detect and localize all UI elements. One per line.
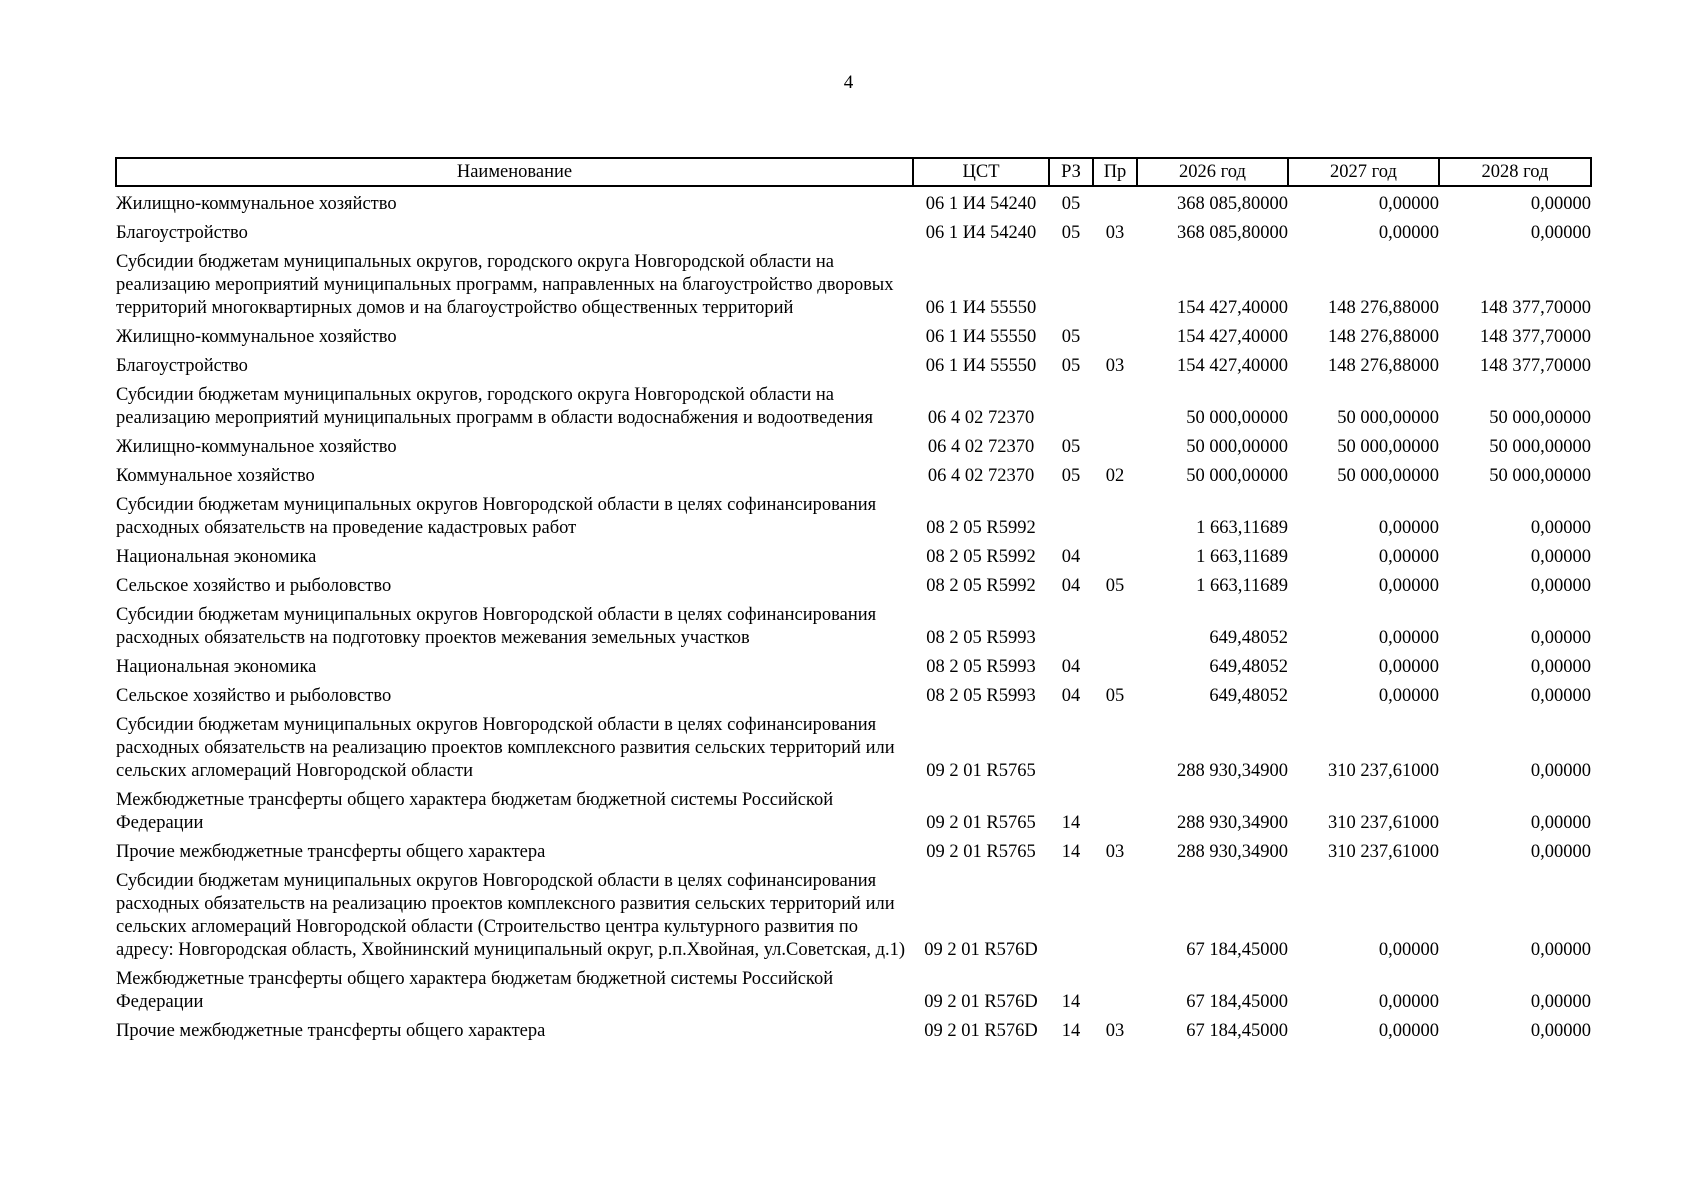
cell-pr <box>1093 708 1137 783</box>
cell-2027: 0,00000 <box>1378 1021 1439 1041</box>
cell-cst: 09 2 01 R576D <box>924 1021 1038 1041</box>
cell-name: Прочие межбюджетные трансферты общего характера <box>116 1021 546 1041</box>
cell-name: Коммунальное хозяйство <box>116 466 315 486</box>
cell-2027: 148 276,88000 <box>1328 327 1439 347</box>
cell-2028: 148 377,70000 <box>1480 298 1591 318</box>
table-row <box>116 320 1591 349</box>
cell-cst: 08 2 05 R5993 <box>926 657 1036 677</box>
cell-2026: 1 663,11689 <box>1196 518 1288 538</box>
cell-2026: 288 930,34900 <box>1177 842 1288 862</box>
cell-2028: 0,00000 <box>1530 194 1591 214</box>
cell-name: Жилищно-коммунальное хозяйство <box>116 194 397 214</box>
cell-2026: 154 427,40000 <box>1177 356 1288 376</box>
cell-cst: 06 4 02 72370 <box>927 466 1035 486</box>
cell-2026: 288 930,34900 <box>1177 813 1288 833</box>
cell-2028: 148 377,70000 <box>1480 356 1591 376</box>
cell-2026: 1 663,11689 <box>1196 547 1288 567</box>
table-row <box>116 679 1591 708</box>
cell-2027: 0,00000 <box>1378 992 1439 1012</box>
cell-2028: 0,00000 <box>1530 223 1591 243</box>
cell-cst: 08 2 05 R5992 <box>926 518 1036 538</box>
cell-2026: 67 184,45000 <box>1186 1021 1288 1041</box>
cell-2027: 0,00000 <box>1378 686 1439 706</box>
table-row <box>116 216 1591 245</box>
cell-rz: 05 <box>1061 194 1081 214</box>
cell-2026: 50 000,00000 <box>1186 437 1288 457</box>
cell-2027: 50 000,00000 <box>1337 437 1439 457</box>
cell-pr <box>1093 320 1137 349</box>
cell-pr <box>1093 186 1137 216</box>
cell-2028: 50 000,00000 <box>1489 408 1591 428</box>
header-cst: ЦСТ <box>913 158 1049 186</box>
cell-name: Сельское хозяйство и рыболовство <box>116 686 392 706</box>
cell-rz: 05 <box>1061 327 1081 347</box>
cell-rz: 04 <box>1061 686 1081 706</box>
cell-2027: 0,00000 <box>1378 194 1439 214</box>
cell-2028: 0,00000 <box>1530 940 1591 960</box>
cell-rz: 05 <box>1061 437 1081 457</box>
cell-pr: 05 <box>1105 576 1125 596</box>
cell-rz: 14 <box>1061 842 1081 862</box>
cell-2027: 0,00000 <box>1378 518 1439 538</box>
table-row <box>116 864 1591 962</box>
table-row <box>116 245 1591 320</box>
cell-2027: 0,00000 <box>1378 940 1439 960</box>
cell-rz: 04 <box>1061 547 1081 567</box>
cell-pr: 03 <box>1105 223 1125 243</box>
cell-pr <box>1093 540 1137 569</box>
cell-cst: 06 1 И4 54240 <box>925 194 1037 214</box>
cell-2027: 0,00000 <box>1378 657 1439 677</box>
cell-cst: 06 1 И4 55550 <box>925 327 1037 347</box>
cell-name: Благоустройство <box>116 223 248 243</box>
cell-2027: 0,00000 <box>1378 547 1439 567</box>
cell-2028: 0,00000 <box>1530 576 1591 596</box>
cell-name: Благоустройство <box>116 356 248 376</box>
cell-pr: 02 <box>1105 466 1125 486</box>
table-row <box>116 488 1591 540</box>
cell-rz: 14 <box>1061 1021 1081 1041</box>
cell-cst: 08 2 05 R5992 <box>926 547 1036 567</box>
cell-rz <box>1049 708 1093 783</box>
cell-2026: 649,48052 <box>1209 628 1288 648</box>
cell-cst: 09 2 01 R5765 <box>926 813 1036 833</box>
cell-cst: 09 2 01 R5765 <box>926 842 1036 862</box>
cell-cst: 06 1 И4 55550 <box>925 298 1037 318</box>
cell-2027: 310 237,61000 <box>1328 761 1439 781</box>
cell-cst: 09 2 01 R576D <box>924 992 1038 1012</box>
cell-2026: 50 000,00000 <box>1186 466 1288 486</box>
cell-2028: 0,00000 <box>1530 628 1591 648</box>
cell-cst: 06 4 02 72370 <box>927 408 1035 428</box>
table-row <box>116 378 1591 430</box>
cell-2027: 310 237,61000 <box>1328 842 1439 862</box>
cell-cst: 09 2 01 R5765 <box>926 761 1036 781</box>
cell-2028: 0,00000 <box>1530 547 1591 567</box>
cell-pr <box>1093 650 1137 679</box>
header-2026: 2026 год <box>1137 158 1288 186</box>
table-body <box>116 186 1591 1043</box>
cell-rz <box>1049 864 1093 962</box>
cell-pr <box>1093 864 1137 962</box>
table-row <box>116 1014 1591 1043</box>
page-number: 4 <box>843 72 854 93</box>
cell-pr <box>1093 378 1137 430</box>
cell-name: Субсидии бюджетам муниципальных округов Новгородской области в целях софинансирования расходных обязательств на проведение кадастровых работ <box>116 495 877 538</box>
cell-name: Субсидии бюджетам муниципальных округов Новгородской области в целях софинансирования расходных обязательств на реализацию проектов комплексного развития сельских территорий или сельских агломераций Новгородской области (Строительство центра культурного развития по адресу: Новгородская область, Хвойнинский муниципальный округ, р.п.Хвойная, ул.Советская, д.1) <box>116 871 906 960</box>
cell-cst: 06 1 И4 55550 <box>925 356 1037 376</box>
cell-2028: 0,00000 <box>1530 761 1591 781</box>
cell-cst: 06 4 02 72370 <box>927 437 1035 457</box>
table-row <box>116 459 1591 488</box>
cell-cst: 08 2 05 R5993 <box>926 628 1036 648</box>
cell-2027: 0,00000 <box>1378 576 1439 596</box>
table-row <box>116 962 1591 1014</box>
header-2028: 2028 год <box>1439 158 1591 186</box>
budget-table <box>115 157 1592 1043</box>
cell-2028: 148 377,70000 <box>1480 327 1591 347</box>
cell-rz <box>1049 488 1093 540</box>
cell-2028: 0,00000 <box>1530 992 1591 1012</box>
cell-2028: 0,00000 <box>1530 1021 1591 1041</box>
cell-2028: 50 000,00000 <box>1489 437 1591 457</box>
cell-rz: 04 <box>1061 657 1081 677</box>
cell-rz <box>1049 378 1093 430</box>
cell-2028: 0,00000 <box>1530 686 1591 706</box>
table-row <box>116 598 1591 650</box>
cell-2026: 1 663,11689 <box>1196 576 1288 596</box>
cell-name: Прочие межбюджетные трансферты общего характера <box>116 842 546 862</box>
cell-name: Межбюджетные трансферты общего характера бюджетам бюджетной системы Российской Федерации <box>116 969 834 1012</box>
cell-2026: 154 427,40000 <box>1177 327 1288 347</box>
cell-name: Сельское хозяйство и рыболовство <box>116 576 392 596</box>
cell-cst: 08 2 05 R5993 <box>926 686 1036 706</box>
cell-cst: 09 2 01 R576D <box>924 940 1038 960</box>
table-row <box>116 430 1591 459</box>
header-2027: 2027 год <box>1288 158 1439 186</box>
cell-name: Жилищно-коммунальное хозяйство <box>116 327 397 347</box>
table-row <box>116 349 1591 378</box>
cell-2027: 50 000,00000 <box>1337 466 1439 486</box>
cell-2027: 148 276,88000 <box>1328 298 1439 318</box>
table-row <box>116 783 1591 835</box>
cell-2026: 67 184,45000 <box>1186 992 1288 1012</box>
cell-2026: 154 427,40000 <box>1177 298 1288 318</box>
cell-2026: 368 085,80000 <box>1177 223 1288 243</box>
table-row <box>116 540 1591 569</box>
cell-2028: 50 000,00000 <box>1489 466 1591 486</box>
header-name: Наименование <box>116 158 913 186</box>
cell-rz <box>1049 245 1093 320</box>
cell-2027: 0,00000 <box>1378 628 1439 648</box>
cell-2027: 50 000,00000 <box>1337 408 1439 428</box>
cell-name: Национальная экономика <box>116 657 317 677</box>
header-pr: Пр <box>1093 158 1137 186</box>
cell-pr <box>1093 245 1137 320</box>
cell-rz: 04 <box>1061 576 1081 596</box>
table-row <box>116 650 1591 679</box>
cell-rz: 05 <box>1061 223 1081 243</box>
cell-2027: 148 276,88000 <box>1328 356 1439 376</box>
cell-name: Межбюджетные трансферты общего характера бюджетам бюджетной системы Российской Федерации <box>116 790 834 833</box>
cell-rz <box>1049 598 1093 650</box>
cell-name: Жилищно-коммунальное хозяйство <box>116 437 397 457</box>
cell-pr <box>1093 783 1137 835</box>
cell-2027: 310 237,61000 <box>1328 813 1439 833</box>
cell-name: Субсидии бюджетам муниципальных округов Новгородской области в целях софинансирования расходных обязательств на реализацию проектов комплексного развития сельских территорий или сельских агломераций Новгородской области <box>116 715 895 781</box>
cell-name: Субсидии бюджетам муниципальных округов, городского округа Новгородской области на реализацию мероприятий муниципальных программ в области водоснабжения и водоотведения <box>116 385 874 428</box>
cell-pr <box>1093 430 1137 459</box>
cell-name: Национальная экономика <box>116 547 317 567</box>
cell-2028: 0,00000 <box>1530 813 1591 833</box>
cell-2026: 368 085,80000 <box>1177 194 1288 214</box>
cell-2028: 0,00000 <box>1530 518 1591 538</box>
cell-pr: 03 <box>1105 356 1125 376</box>
cell-2028: 0,00000 <box>1530 842 1591 862</box>
cell-pr <box>1093 598 1137 650</box>
cell-pr <box>1093 962 1137 1014</box>
cell-name: Субсидии бюджетам муниципальных округов Новгородской области в целях софинансирования расходных обязательств на подготовку проектов межевания земельных участков <box>116 605 877 648</box>
cell-pr: 03 <box>1105 842 1125 862</box>
cell-rz: 14 <box>1061 992 1081 1012</box>
header-row <box>116 158 1591 186</box>
cell-2028: 0,00000 <box>1530 657 1591 677</box>
cell-2026: 649,48052 <box>1209 657 1288 677</box>
table-row <box>116 186 1591 216</box>
cell-rz: 05 <box>1061 356 1081 376</box>
cell-2026: 67 184,45000 <box>1186 940 1288 960</box>
cell-2026: 649,48052 <box>1209 686 1288 706</box>
cell-pr <box>1093 488 1137 540</box>
cell-2026: 50 000,00000 <box>1186 408 1288 428</box>
cell-rz: 14 <box>1061 813 1081 833</box>
cell-pr: 03 <box>1105 1021 1125 1041</box>
cell-cst: 08 2 05 R5992 <box>926 576 1036 596</box>
cell-rz: 05 <box>1061 466 1081 486</box>
table-header <box>116 158 1591 186</box>
cell-2026: 288 930,34900 <box>1177 761 1288 781</box>
table-row <box>116 835 1591 864</box>
cell-pr: 05 <box>1105 686 1125 706</box>
cell-cst: 06 1 И4 54240 <box>925 223 1037 243</box>
table-row <box>116 708 1591 783</box>
table-row <box>116 569 1591 598</box>
cell-name: Субсидии бюджетам муниципальных округов, городского округа Новгородской области на реализацию мероприятий муниципальных программ, направленных на благоустройство дворовых территорий многоквартирных домов и на благоустройство общественных территорий <box>116 252 894 318</box>
header-rz: РЗ <box>1049 158 1093 186</box>
cell-2027: 0,00000 <box>1378 223 1439 243</box>
